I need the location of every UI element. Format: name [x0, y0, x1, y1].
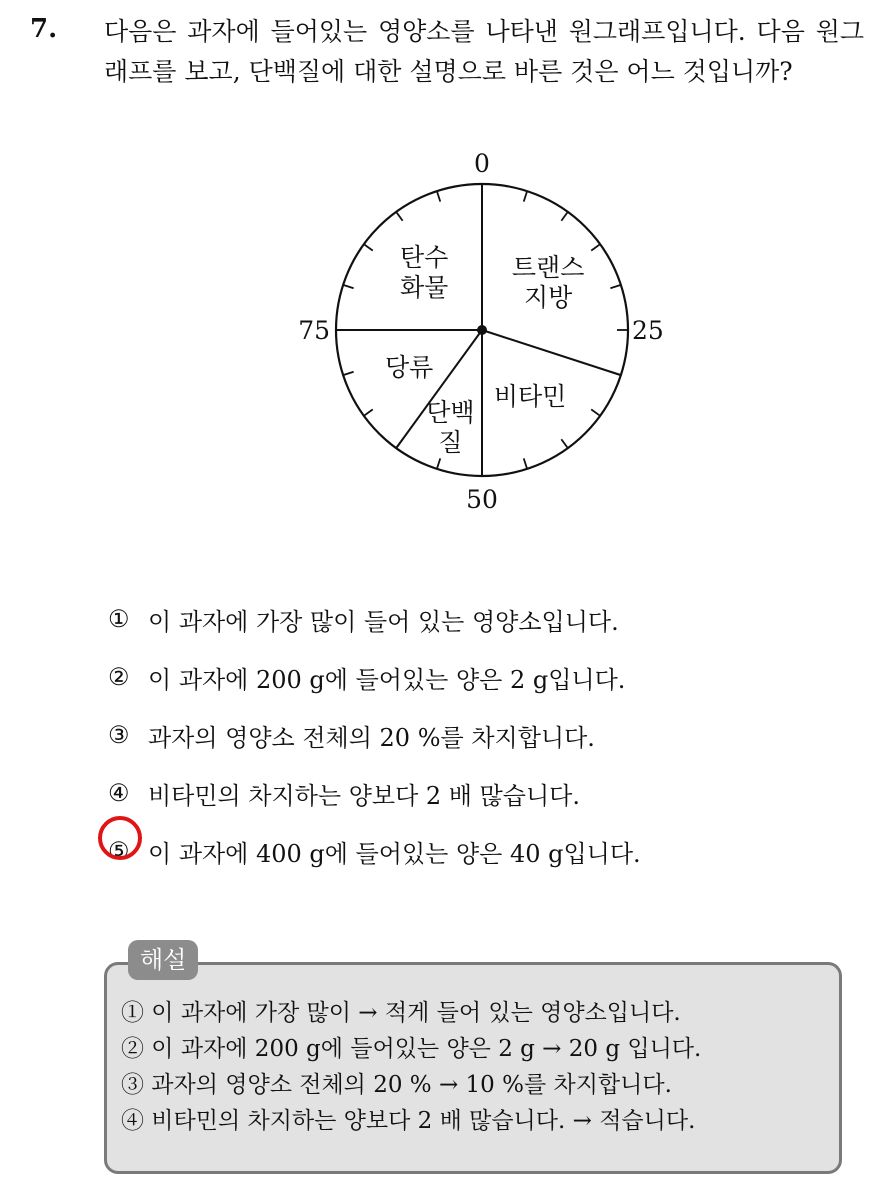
choice-5-mark: ⑤ — [108, 837, 130, 865]
explanation-line-1: ① 이 과자에 가장 많이 → 적게 들어 있는 영양소입니다. — [121, 1000, 681, 1026]
answer-circle-mark — [98, 816, 142, 860]
pie-center-dot — [477, 325, 487, 335]
pie-tick-label-25: 25 — [632, 316, 664, 345]
pie-chart — [280, 140, 680, 520]
choice-3[interactable] — [108, 706, 641, 764]
choice-3-text: 과자의 영양소 전체의 20 %를 차지합니다. — [148, 723, 595, 752]
pie-tick-label-50: 50 — [466, 485, 498, 514]
explanation-tab: 해설 — [128, 940, 198, 980]
slice-label-4-1: 화물 — [400, 273, 449, 303]
choice-4-mark: ④ — [108, 779, 130, 807]
slice-label-1-0: 비타민 — [493, 382, 567, 412]
explanation-line-3: ③ 과자의 영양소 전체의 20 % → 10 %를 차지합니다. — [121, 1072, 672, 1098]
choice-1-mark: ① — [108, 605, 130, 633]
explanation-line-2: ② 이 과자에 200 g에 들어있는 양은 2 g → 20 g 입니다. — [121, 1036, 702, 1062]
choice-2-mark: ② — [108, 663, 130, 691]
explanation-line-4: ④ 비타민의 차지하는 양보다 2 배 많습니다. → 적습니다. — [121, 1108, 696, 1134]
pie-tick-label-75: 75 — [298, 316, 330, 345]
choice-1[interactable] — [108, 590, 641, 648]
choice-4-text: 비타민의 차지하는 양보다 2 배 많습니다. — [148, 781, 580, 810]
choice-3-mark: ③ — [108, 721, 130, 749]
pie-chart-svg — [280, 140, 680, 520]
question-number: 7. — [30, 14, 58, 44]
choice-2[interactable] — [108, 648, 641, 706]
explanation-lines — [121, 995, 701, 1139]
slice-label-2-1: 질 — [438, 428, 463, 458]
explanation-box — [104, 962, 842, 1174]
choice-2-text: 이 과자에 200 g에 들어있는 양은 2 g입니다. — [148, 665, 626, 694]
choice-list — [108, 590, 641, 880]
choice-1-text: 이 과자에 가장 많이 들어 있는 영양소입니다. — [148, 607, 619, 636]
question-text: 다음은 과자에 들어있는 영양소를 나타낸 원그래프입니다. 다음 원그래프를 보고, 단백질에 대한 설명으로 바른 것은 어느 것입니까? — [104, 17, 864, 86]
slice-label-0-0: 트랜스 — [511, 252, 585, 282]
pie-tick-label-0: 0 — [474, 149, 490, 178]
slice-label-2-0: 단백 — [426, 398, 475, 428]
slice-label-4-0: 탄수 — [400, 243, 449, 273]
slice-label-0-1: 지방 — [523, 282, 573, 312]
choice-5-text: 이 과자에 400 g에 들어있는 양은 40 g입니다. — [148, 839, 641, 868]
slice-label-3-0: 당류 — [384, 353, 434, 383]
choice-4[interactable] — [108, 764, 641, 822]
choice-5[interactable] — [108, 822, 641, 880]
